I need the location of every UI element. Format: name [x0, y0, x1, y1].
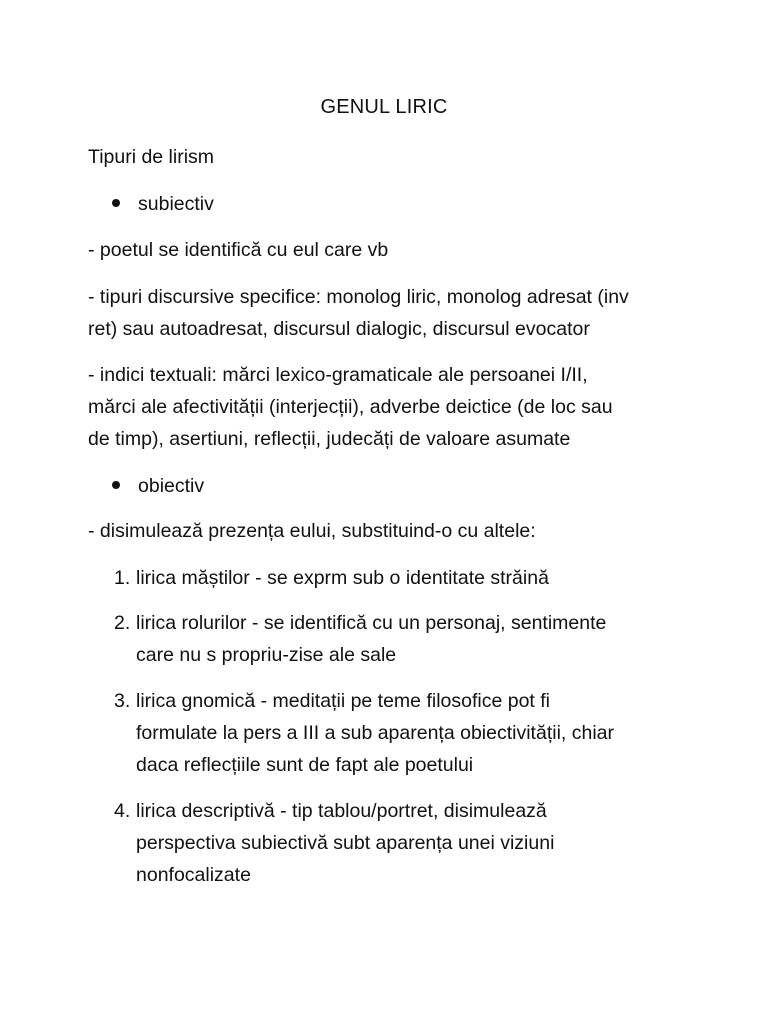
bullet-icon	[112, 481, 120, 489]
bullet-icon	[112, 199, 120, 207]
item-number: 4.	[114, 800, 131, 822]
item-line: formulate la pers a III a sub aparența obiectivității, chiar	[136, 722, 614, 744]
item-line: daca reflecțiile sunt de fapt ale poetului	[136, 754, 474, 776]
paragraph-line: mărci ale afectivității (interjecții), adverbe deictice (de loc sau	[88, 396, 613, 418]
bullet-label: obiectiv	[138, 475, 205, 497]
item-line: lirica gnomică - meditații pe teme filosofice pot fi	[136, 690, 551, 712]
paragraph-line: - indici textuali: mărci lexico-gramaticale ale persoanei I/II,	[88, 364, 588, 386]
section-heading: Tipuri de lirism	[88, 146, 215, 168]
paragraph-line: - tipuri discursive specifice: monolog liric, monolog adresat (inv	[88, 286, 629, 308]
bullet-item-subiectiv	[112, 188, 214, 220]
bullet-item-obiectiv	[112, 470, 204, 502]
item-line: lirica rolurilor - se identifică cu un personaj, sentimente	[136, 612, 607, 634]
paragraph-line: de timp), asertiuni, reflecții, judecăți de valoare asumate	[88, 428, 571, 450]
paragraph: - poetul se identifică cu eul care vb	[88, 239, 389, 261]
page-title: GENUL LIRIC	[320, 96, 448, 118]
item-line: nonfocalizate	[136, 864, 251, 886]
item-line: lirica măștilor - se exprm sub o identitate străină	[136, 567, 549, 589]
item-number: 2.	[114, 612, 131, 634]
item-line: lirica descriptivă - tip tablou/portret, disimulează	[136, 800, 547, 822]
paragraph-line: ret) sau autoadresat, discursul dialogic, discursul evocator	[88, 318, 590, 340]
item-number: 3.	[114, 690, 131, 712]
item-number: 1.	[114, 567, 131, 589]
item-line: care nu s propriu-zise ale sale	[136, 644, 397, 666]
paragraph: - disimulează prezența eului, substituind-o cu altele:	[88, 520, 536, 542]
bullet-label: subiectiv	[138, 193, 214, 215]
item-line: perspectiva subiectivă subt aparența unei viziuni	[136, 832, 555, 854]
